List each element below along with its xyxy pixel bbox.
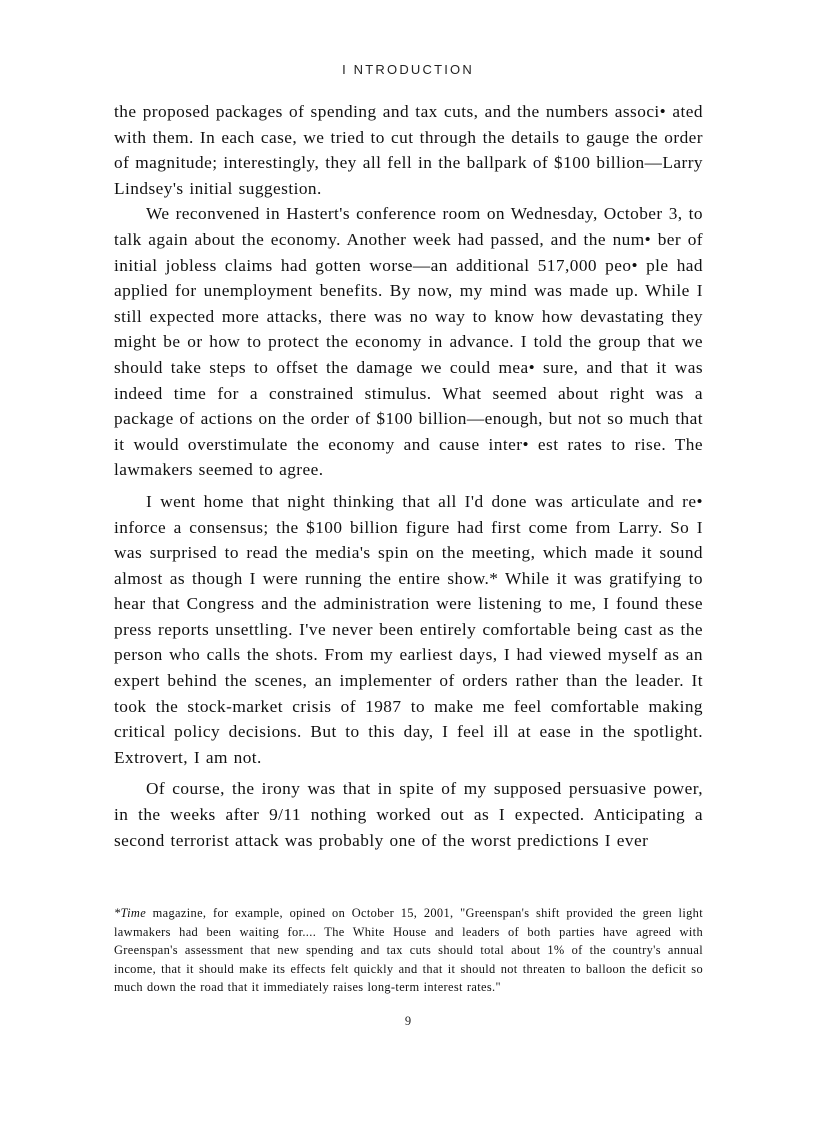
- running-head: I NTRODUCTION: [342, 62, 474, 77]
- paragraph-2: We reconvened in Hastert's conference room on Wednesday, October 3, to talk again about the economy. Another week had passed, and the num• ber of initial jobless claims had gotten worse—an additional 517,000 peo• ple had applied for unemployment benefits. By now, my mind was made up. While I still expected more attacks, there was no way to know how devastating they might be or how to protect the economy in advance. I told the group that we should take steps to offset the damage we could mea• sure, and that it was indeed time for a constrained stimulus. What seemed about right was a package of actions on the order of $100 billion—enough, but not so much that it would overstimulate the economy and cause inter• est rates to rise. The lawmakers seemed to agree.: [114, 204, 703, 480]
- paragraph-4: Of course, the irony was that in spite of my supposed persuasive power, in the weeks after 9/11 nothing worked out as I expected. Anticipating a second terrorist attack was probably one of the worst predictions I ever: [114, 779, 703, 850]
- footnote-text: magazine, for example, opined on October 15, 2001, "Greenspan's shift provided the green light lawmakers had been waiting for.... The White House and leaders of both parties have agreed with Greenspan's assessment that new spending and tax cuts should total about 1% of the country's annual income, that it should make its effects felt quickly and that it should not threaten to balloon the deficit so much down the road that it immediately raises long-term interest rates.": [114, 906, 703, 995]
- body-text: [114, 99, 703, 853]
- paragraph-3: I went home that night thinking that all I'd done was articulate and re• inforce a consensus; the $100 billion figure had first come from Larry. So I was surprised to read the media's spin on the meeting, which made it sound almost as though I were running the entire show.* While it was gratifying to hear that Congress and the administration were listening to me, I found these press reports unsettling. I've never been entirely comfortable being cast as the person who calls the shots. From my earliest days, I had viewed myself as an expert behind the scenes, an implementer of orders rather than the leader. It took the stock-market crisis of 1987 to make me feel comfortable making critical policy decisions. But to this day, I feel ill at ease in the spotlight. Extrovert, I am not.: [114, 491, 703, 767]
- paragraph-1: the proposed packages of spending and tax cuts, and the numbers associ• ated with them. In each case, we tried to cut through the details to gauge the order of magnitude; interestingly, they all fell in the ballpark of $100 billion—Larry Lindsey's initial suggestion.: [114, 102, 703, 198]
- footnote-marker: *: [114, 906, 121, 920]
- footnote-marker-and-title: [114, 906, 146, 920]
- page-number: 9: [404, 1014, 412, 1028]
- footnote: [114, 904, 703, 997]
- footnote-magazine-title: Time: [120, 906, 147, 920]
